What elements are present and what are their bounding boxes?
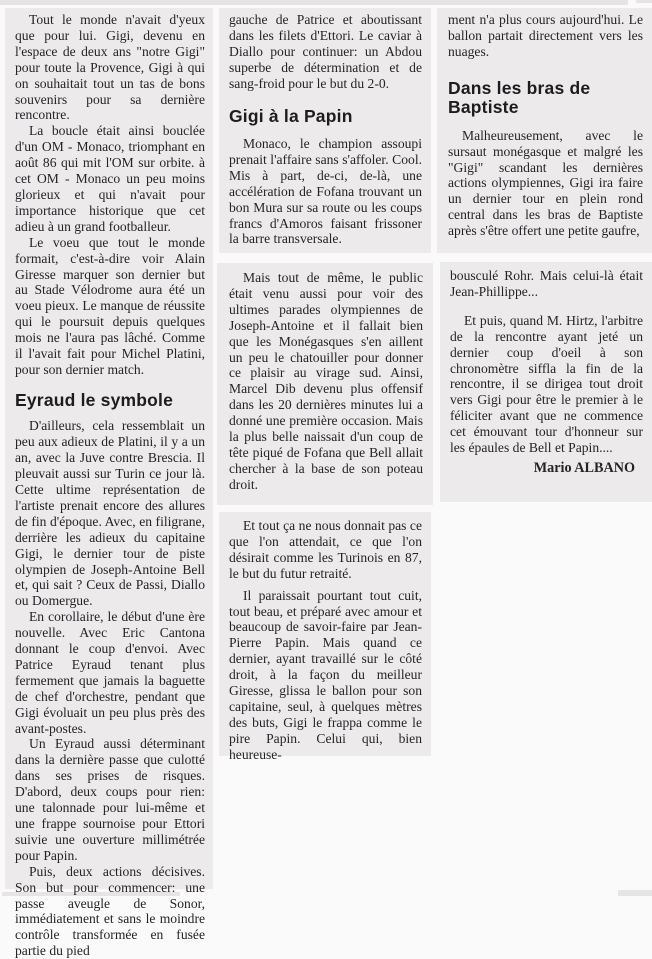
cropped-block-edge-top: [0, 0, 628, 5]
paragraph: Malheureusement, avec le sursaut monégasque et malgré les "Gigi" scandant les dernières actions olympiennes, Gigi ira faire un dernier tour en plein rond central dans les bras de Baptiste après s'être offert une petite gaufre,: [448, 127, 643, 239]
article-column-2-block-a: [219, 8, 431, 253]
section-heading-eyraud: Eyraud le symbole: [15, 389, 174, 410]
article-column-2-block-c: [219, 512, 431, 762]
paragraph: D'ailleurs, cela ressemblait un peu aux adieux de Platini, il y a un an, avec la Juve contre Brescia. Il pleuvait aussi sur Turin ce jour là. Cette ultime représentation de l'artiste prenait encore des allures de fin d'époque. Avec, en filigrane, derrière les adieux du capitaine Gigi, le dernier tour de piste olympien de Joseph-Antoine Bell et, qui sait ? Ceux de Passi, Diallo ou Domergue.: [15, 418, 205, 609]
paragraph: ment n'a plus cours aujourd'hui. Le ballon partait directement vers les nuages.: [448, 12, 643, 59]
paragraph: Et tout ça ne nous donnait pas ce que l'on attendait, ce que l'on désirait comme les Turinois en 87, le but du futur retraité.: [229, 518, 422, 581]
paragraph: Un Eyraud aussi déterminant dans la dernière passe que culotté dans ses prises de risques. D'abord, deux coups pour rien: une talonnade pour lui-même et une frappe sournoise pour Ettori suivie une ouverture millimétrée pour Papin.: [15, 736, 205, 863]
paragraph: En corollaire, le début d'une ère nouvelle. Avec Eric Cantona donnant le coup d'envoi. Avec Patrice Eyraud tenant plus fermement que jamais la baguette de chef d'orchestre, pendant que Gigi évoluait un peu plus près des avant-postes.: [15, 609, 205, 736]
cropped-block-edge-top-right: [636, 0, 652, 3]
article-column-2-block-b: [217, 263, 433, 505]
paragraph: bousculé Rohr. Mais celui-là était Jean-Phillippe...: [450, 268, 643, 299]
paragraph: La boucle était ainsi bouclée d'un OM - Monaco, triomphant en août 86 qui mit l'OM sur orbite. à cet OM - Monaco un peu moins glorieux et qui n'avait pour importance historique que cet adieu à un grand footballeur.: [15, 123, 205, 234]
paragraph: gauche de Patrice et aboutissant dans les filets d'Ettori. Le caviar à Diallo pour continuer: un Abdou superbe de détermination et de sang-froid pour le but du 2-0.: [229, 12, 422, 91]
paragraph: Il paraissait pourtant tout cuit, tout beau, et préparé avec amour et beaucoup de savoir-faire par Jean-Pierre Papin. Mais quand ce dernier, ayant travaillé sur le côté droit, à la façon du meilleur Giresse, glissa le ballon pour son capitaine, seul, à quelques mètres des buts, Gigi le frappa comme le pire Papin. Celui qui, bien heureuse-: [229, 587, 422, 762]
section-heading-gigi-papin: Gigi à la Papin: [229, 105, 353, 126]
paragraph: Monaco, le champion assoupi prenait l'affaire sans s'affoler. Cool. Mis à part, de-ci, de-là, une accélération de Fofana trouvant un bon Mura sur sa route ou les coups francs d'Amoros faisant frissoner la barre transversale.: [229, 136, 422, 247]
paragraph: Mais tout de même, le public était venu aussi pour voir des ultimes parades olympiennes de Joseph-Antoine et il fallait bien que les Monégasques s'en aillent un peu le chatouiller pour donner ce plaisir au virage sud. Ainsi, Marcel Dib devenu plus offensif dans les 20 dernières minutes lui a donné une première occasion. Mais la plus belle naissait d'un coup de tête piqué de Fofana que Bell allait chercher à la base de son poteau droit.: [229, 270, 423, 492]
paragraph: Et puis, quand M. Hirtz, l'arbitre de la rencontre ayant jeté un dernier coup d'oeil à son chronomètre siffla la fin de la rencontre, il se dirigea tout droit vers Gigi pour être le premier à le féliciter avant que ne commence cet émouvant tour d'honneur sur les épaules de Bell et Papin....: [450, 312, 643, 456]
byline: Mario ALBANO: [533, 459, 635, 476]
cropped-block-edge-bottom-right: [618, 890, 652, 896]
article-column-3-block-a: [437, 8, 652, 253]
paragraph: Tout le monde n'avait d'yeux que pour lui. Gigi, devenu en l'espace de deux ans "notre Gigi" pour toute la Provence, Gigi à qui on souhaitait tout un tas de bons souvenirs pour sa dernière rencontre.: [15, 12, 205, 123]
article-column-1: [5, 8, 213, 959]
paragraph: Le voeu que tout le monde formait, c'est-à-dire voir Alain Giresse marquer son dernier but au Stade Vélodrome aura été un voeu pieux. Le manque de réussite qui le poursuit depuis quelques mois ne l'aura pas lâché. Comme il l'avait fait pour Michel Platini, pour son dernier match.: [15, 234, 205, 377]
article-column-3-block-b: [440, 262, 652, 502]
paragraph: Puis, deux actions décisives. Son but pour commencer: une passe aveugle de Sonor, immédiatement et sans le moindre contrôle transformée en fusée partie du pied: [15, 863, 205, 959]
section-heading-bras-baptiste: Dans les bras de Baptiste: [448, 77, 591, 118]
